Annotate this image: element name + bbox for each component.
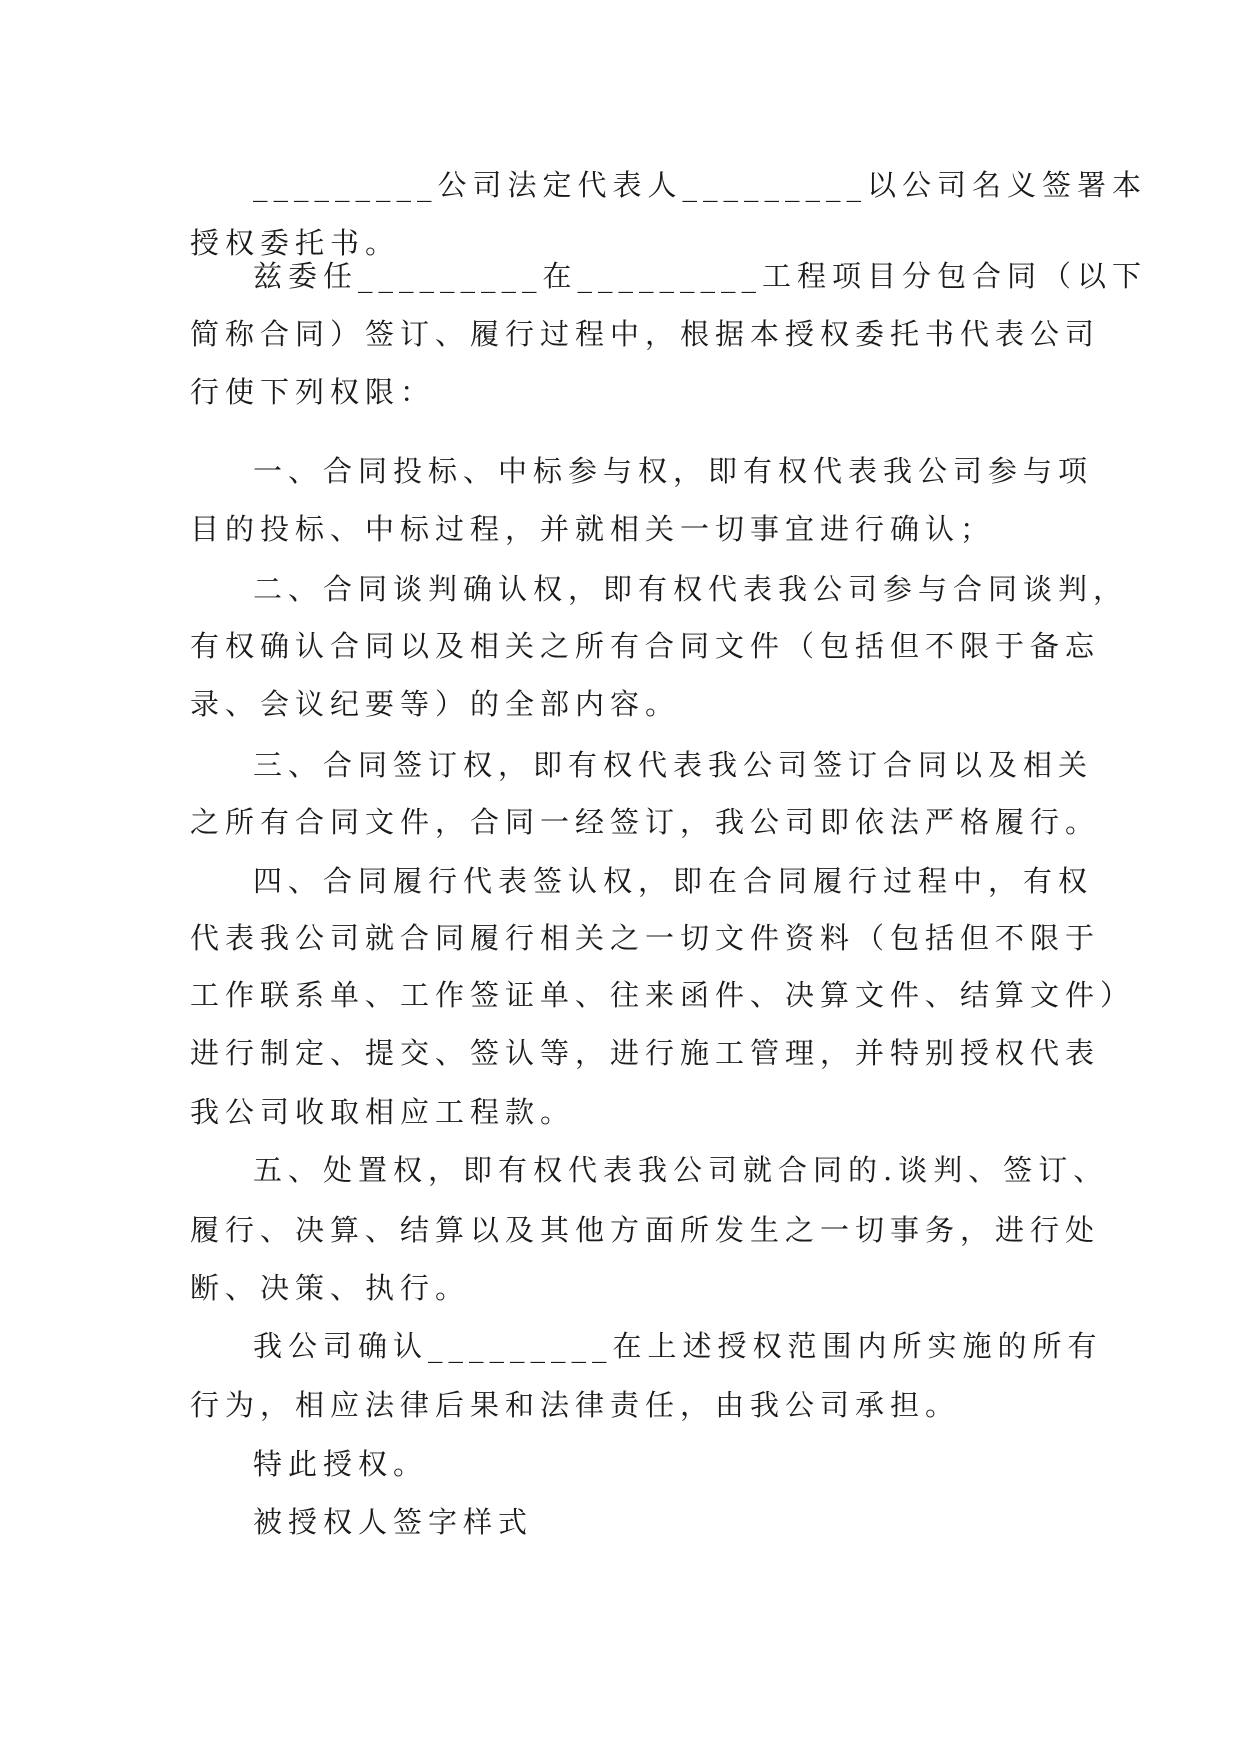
paragraph-6-line-4: 进行制定、提交、签认等，进行施工管理，并特别授权代表 <box>190 1036 1101 1070</box>
paragraph-8-line-2: 行为，相应法律后果和法律责任，由我公司承担。 <box>190 1388 961 1422</box>
paragraph-3-line-2: 目的投标、中标过程，并就相关一切事宜进行确认； <box>190 512 996 546</box>
paragraph-4-line-3: 录、会议纪要等）的全部内容。 <box>190 687 681 721</box>
paragraph-7-line-1: 五、处置权，即有权代表我公司就合同的.谈判、签订、 <box>253 1153 1109 1187</box>
paragraph-1-line-2: 授权委托书。 <box>190 226 401 260</box>
paragraph-10-line-1: 被授权人签字样式 <box>253 1505 534 1539</box>
paragraph-1-line-1: _________公司法定代表人_________以公司名义签署本 <box>253 168 1148 202</box>
paragraph-2-line-1: 兹委任_________在_________工程项目分包合同（以下 <box>253 259 1148 293</box>
paragraph-5-line-2: 之所有合同文件，合同一经签订，我公司即依法严格履行。 <box>190 805 1101 839</box>
paragraph-6-line-1: 四、合同履行代表签认权，即在合同履行过程中，有权 <box>253 864 1094 898</box>
paragraph-2-line-2: 简称合同）签订、履行过程中，根据本授权委托书代表公司 <box>190 317 1101 351</box>
paragraph-4-line-2: 有权确认合同以及相关之所有合同文件（包括但不限于备忘 <box>190 629 1101 663</box>
paragraph-8-line-1: 我公司确认_________在上述授权范围内所实施的所有 <box>253 1329 1103 1363</box>
paragraph-2-line-3: 行使下列权限： <box>190 375 436 409</box>
paragraph-9-line-1: 特此授权。 <box>253 1447 429 1481</box>
paragraph-6-line-3: 工作联系单、工作签证单、往来函件、决算文件、结算文件） <box>190 978 1136 1012</box>
paragraph-3-line-1: 一、合同投标、中标参与权，即有权代表我公司参与项 <box>253 454 1094 488</box>
paragraph-5-line-1: 三、合同签订权，即有权代表我公司签订合同以及相关 <box>253 748 1094 782</box>
paragraph-6-line-2: 代表我公司就合同履行相关之一切文件资料（包括但不限于 <box>190 921 1101 955</box>
paragraph-4-line-1: 二、合同谈判确认权，即有权代表我公司参与合同谈判， <box>253 572 1129 606</box>
paragraph-6-line-5: 我公司收取相应工程款。 <box>190 1095 576 1129</box>
paragraph-7-line-2: 履行、决算、结算以及其他方面所发生之一切事务，进行处 <box>190 1213 1101 1247</box>
paragraph-7-line-3: 断、决策、执行。 <box>190 1271 471 1305</box>
